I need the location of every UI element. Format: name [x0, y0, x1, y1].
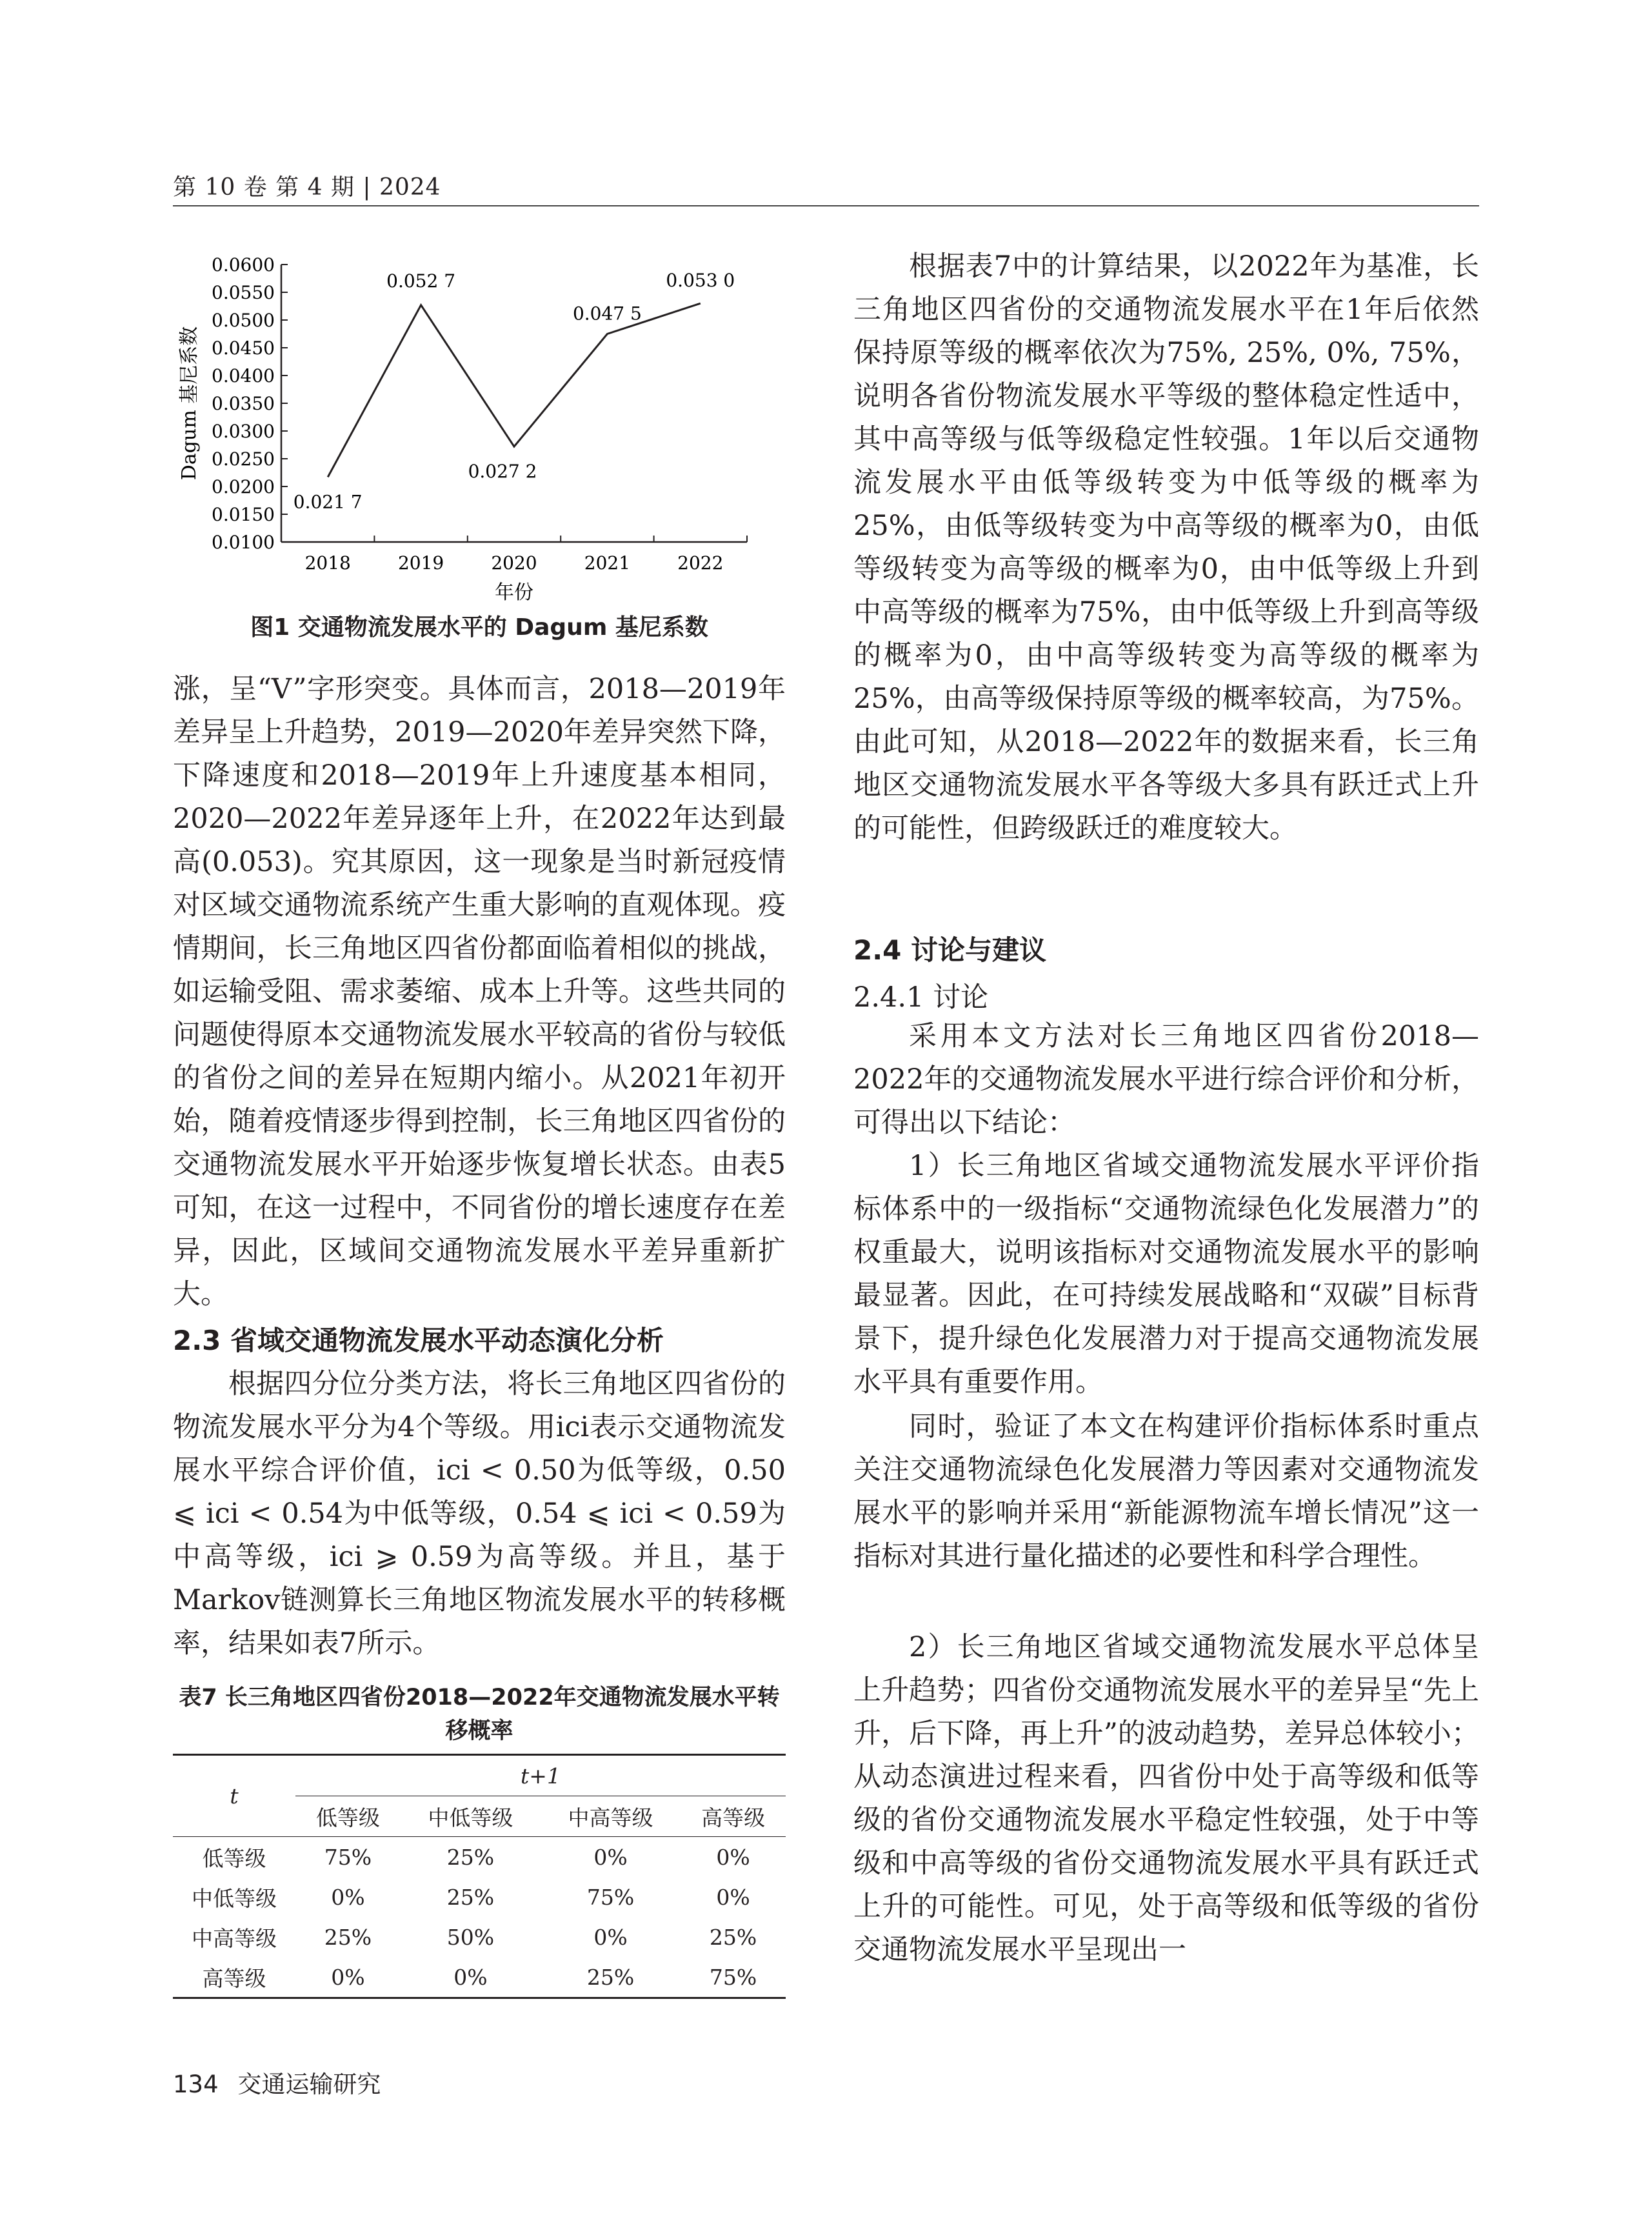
- table-cell: 75%: [324, 1844, 372, 1870]
- y-tick-label: 0.0350: [212, 393, 275, 414]
- row-label: 低等级: [202, 1845, 266, 1871]
- x-axis-label: 年份: [495, 581, 533, 604]
- table-corner: t: [173, 1755, 295, 1837]
- y-axis-label: Dagum 基尼系数: [178, 326, 201, 481]
- table-cell: 0%: [593, 1844, 628, 1870]
- table-cell: 0%: [295, 1957, 401, 1998]
- y-tick-label: 0.0150: [212, 504, 275, 525]
- section-heading-2-4-1: 2.4.1 讨论: [853, 981, 989, 1014]
- col-header: 中低等级: [401, 1796, 541, 1837]
- x-tick-label: 2018: [304, 552, 351, 574]
- transition-probability-table: [173, 1754, 786, 1999]
- series-line: [328, 303, 701, 477]
- x-tick-label: 2022: [677, 552, 724, 574]
- data-label: 0.021 7: [293, 491, 363, 513]
- table-row: [173, 1877, 786, 1917]
- col-header: 低等级: [295, 1796, 401, 1837]
- row-label: 高等级: [173, 1957, 295, 1998]
- section-heading-2-3: 2.3 省域交通物流发展水平动态演化分析: [173, 1325, 664, 1356]
- y-tick-label: 0.0500: [212, 310, 275, 331]
- right-paragraph-5: 2）长三角地区省域交通物流发展水平总体呈上升趋势；四省份交通物流发展水平的差异呈“先上升，后下降，再上升”的波动趋势，差异总体较小；从动态演进过程来看，四省份中处于高等级和低等级的省份交通物流发展水平稳定性较强，处于中等级和中高等级的省份交通物流发展水平具有跃迁式上升的可能性。可见，处于高等级和低等级的省份交通物流发展水平呈现出一: [853, 1631, 1479, 1966]
- table-cell: 25%: [709, 1924, 757, 1950]
- section-heading-2-4: 2.4 讨论与建议: [853, 934, 1047, 966]
- x-tick-label: 2020: [491, 552, 537, 574]
- right-paragraph-4: 同时，验证了本文在构建评价指标体系时重点关注交通物流绿色化发展潜力等因素对交通物流发展水平的影响并采用“新能源物流车增长情况”这一指标对其进行量化描述的必要性和科学合理性。: [853, 1410, 1479, 1572]
- page-number: 134: [173, 2071, 219, 2098]
- table-row: [173, 1957, 786, 1998]
- page-footer: [173, 2065, 381, 2100]
- right-paragraph-2: 采用本文方法对长三角地区四省份2018—2022年的交通物流发展水平进行综合评价和分析，可得出以下结论：: [853, 1020, 1479, 1139]
- journal-name: 交通运输研究: [237, 2071, 381, 2098]
- table-cell: 0%: [716, 1884, 750, 1910]
- col-header: 高等级: [681, 1796, 786, 1837]
- y-tick-label: 0.0300: [212, 421, 275, 442]
- y-tick-label: 0.0450: [212, 337, 275, 359]
- table-cell: 0%: [401, 1957, 541, 1998]
- col-header: 中高等级: [541, 1796, 681, 1837]
- table-cell: 25%: [324, 1924, 372, 1950]
- table-cell: 0%: [716, 1844, 750, 1870]
- row-label: 中高等级: [192, 1925, 277, 1951]
- gini-line-chart: [173, 245, 786, 607]
- left-paragraph-1: 涨，呈“V”字形突变。具体而言，2018—2019年差异呈上升趋势，2019—2020年差异突然下降，下降速度和2018—2019年上升速度基本相同，2020—2022年差异逐年上升，在2022年达到最高(0.053)。究其原因，这一现象是当时新冠疫情对区域交通物流系统产生重大影响的直观体现。疫情期间，长三角地区四省份都面临着相似的挑战，如运输受阻、需求萎缩、成本上升等。这些共同的问题使得原本交通物流发展水平较高的省份与较低的省份之间的差异在短期内缩小。从2021年初开始，随着疫情逐步得到控制，长三角地区四省份的交通物流发展水平开始逐步恢复增长状态。由表5可知，在这一过程中，不同省份的增长速度存在差异，因此，区域间交通物流发展水平差异重新扩大。: [173, 673, 786, 1310]
- table-cell: 75%: [681, 1957, 786, 1998]
- data-label: 0.052 7: [386, 270, 456, 292]
- row-label: 中低等级: [192, 1885, 277, 1911]
- y-tick-label: 0.0100: [212, 532, 275, 553]
- table-cell: 25%: [446, 1884, 495, 1910]
- y-tick-label: 0.0200: [212, 476, 275, 497]
- figure-caption: 图1 交通物流发展水平的 Dagum 基尼系数: [250, 614, 708, 641]
- table-cell: 25%: [541, 1957, 681, 1998]
- left-paragraph-2: 根据四分位分类方法，将长三角地区四省份的物流发展水平分为4个等级。用ici表示交通物流发展水平综合评价值，ici < 0.50为低等级，0.50 ⩽ ici < 0.54为中低等级，0.54 ⩽ ici < 0.59为中高等级，ici ⩾ 0.59为高等级。并且，基于Markov链测算长三角地区物流发展水平的转移概率，结果如表7所示。: [173, 1368, 786, 1659]
- running-header: 第 10 卷 第 4 期 | 2024: [173, 174, 441, 201]
- table-cell: 0%: [593, 1924, 628, 1950]
- header-rule: [173, 205, 1479, 206]
- table-cell: 0%: [331, 1884, 365, 1910]
- y-tick-label: 0.0400: [212, 365, 275, 386]
- y-tick-label: 0.0600: [212, 254, 275, 276]
- table-cell: 25%: [446, 1844, 495, 1870]
- data-label: 0.053 0: [666, 270, 735, 292]
- y-tick-label: 0.0550: [212, 282, 275, 303]
- right-paragraph-3: 1）长三角地区省域交通物流发展水平评价指标体系中的一级指标“交通物流绿色化发展潜力”的权重最大，说明该指标对交通物流发展水平的影响最显著。因此，在可持续发展战略和“双碳”目标背景下，提升绿色化发展潜力对于提高交通物流发展水平具有重要作用。: [853, 1150, 1479, 1398]
- table-cell: 50%: [446, 1924, 495, 1950]
- data-label: 0.047 5: [572, 303, 642, 325]
- x-tick-label: 2019: [397, 552, 444, 574]
- table-row: [173, 1917, 786, 1957]
- table-row: [173, 1837, 786, 1878]
- table-cell: 75%: [586, 1884, 635, 1910]
- y-tick-label: 0.0250: [212, 448, 275, 470]
- data-labels: [294, 270, 735, 512]
- table-caption: 表7 长三角地区四省份2018—2022年交通物流发展水平转移概率: [179, 1685, 780, 1744]
- table-group-header: t+1: [295, 1755, 786, 1796]
- right-paragraph-1: 根据表7中的计算结果，以2022年为基准，长三角地区四省份的交通物流发展水平在1年后依然保持原等级的概率依次为75%, 25%, 0%, 75%，说明各省份物流发展水平等级的整体稳定性适中，其中高等级与低等级稳定性较强。1年以后交通物流发展水平由低等级转变为中低等级的概率为25%，由低等级转变为中高等级的概率为0，由低等级转变为高等级的概率为0，由中低等级上升到中高等级的概率为75%，由中低等级上升到高等级的概率为0，由中高等级转变为高等级的概率为25%，由高等级保持原等级的概率较高，为75%。由此可知，从2018—2022年的数据来看，长三角地区交通物流发展水平各等级大多具有跃迁式上升的可能性，但跨级跃迁的难度较大。: [853, 250, 1479, 845]
- x-tick-label: 2021: [584, 552, 631, 574]
- data-label: 0.027 2: [468, 461, 537, 483]
- y-axis-ticks: [212, 254, 288, 553]
